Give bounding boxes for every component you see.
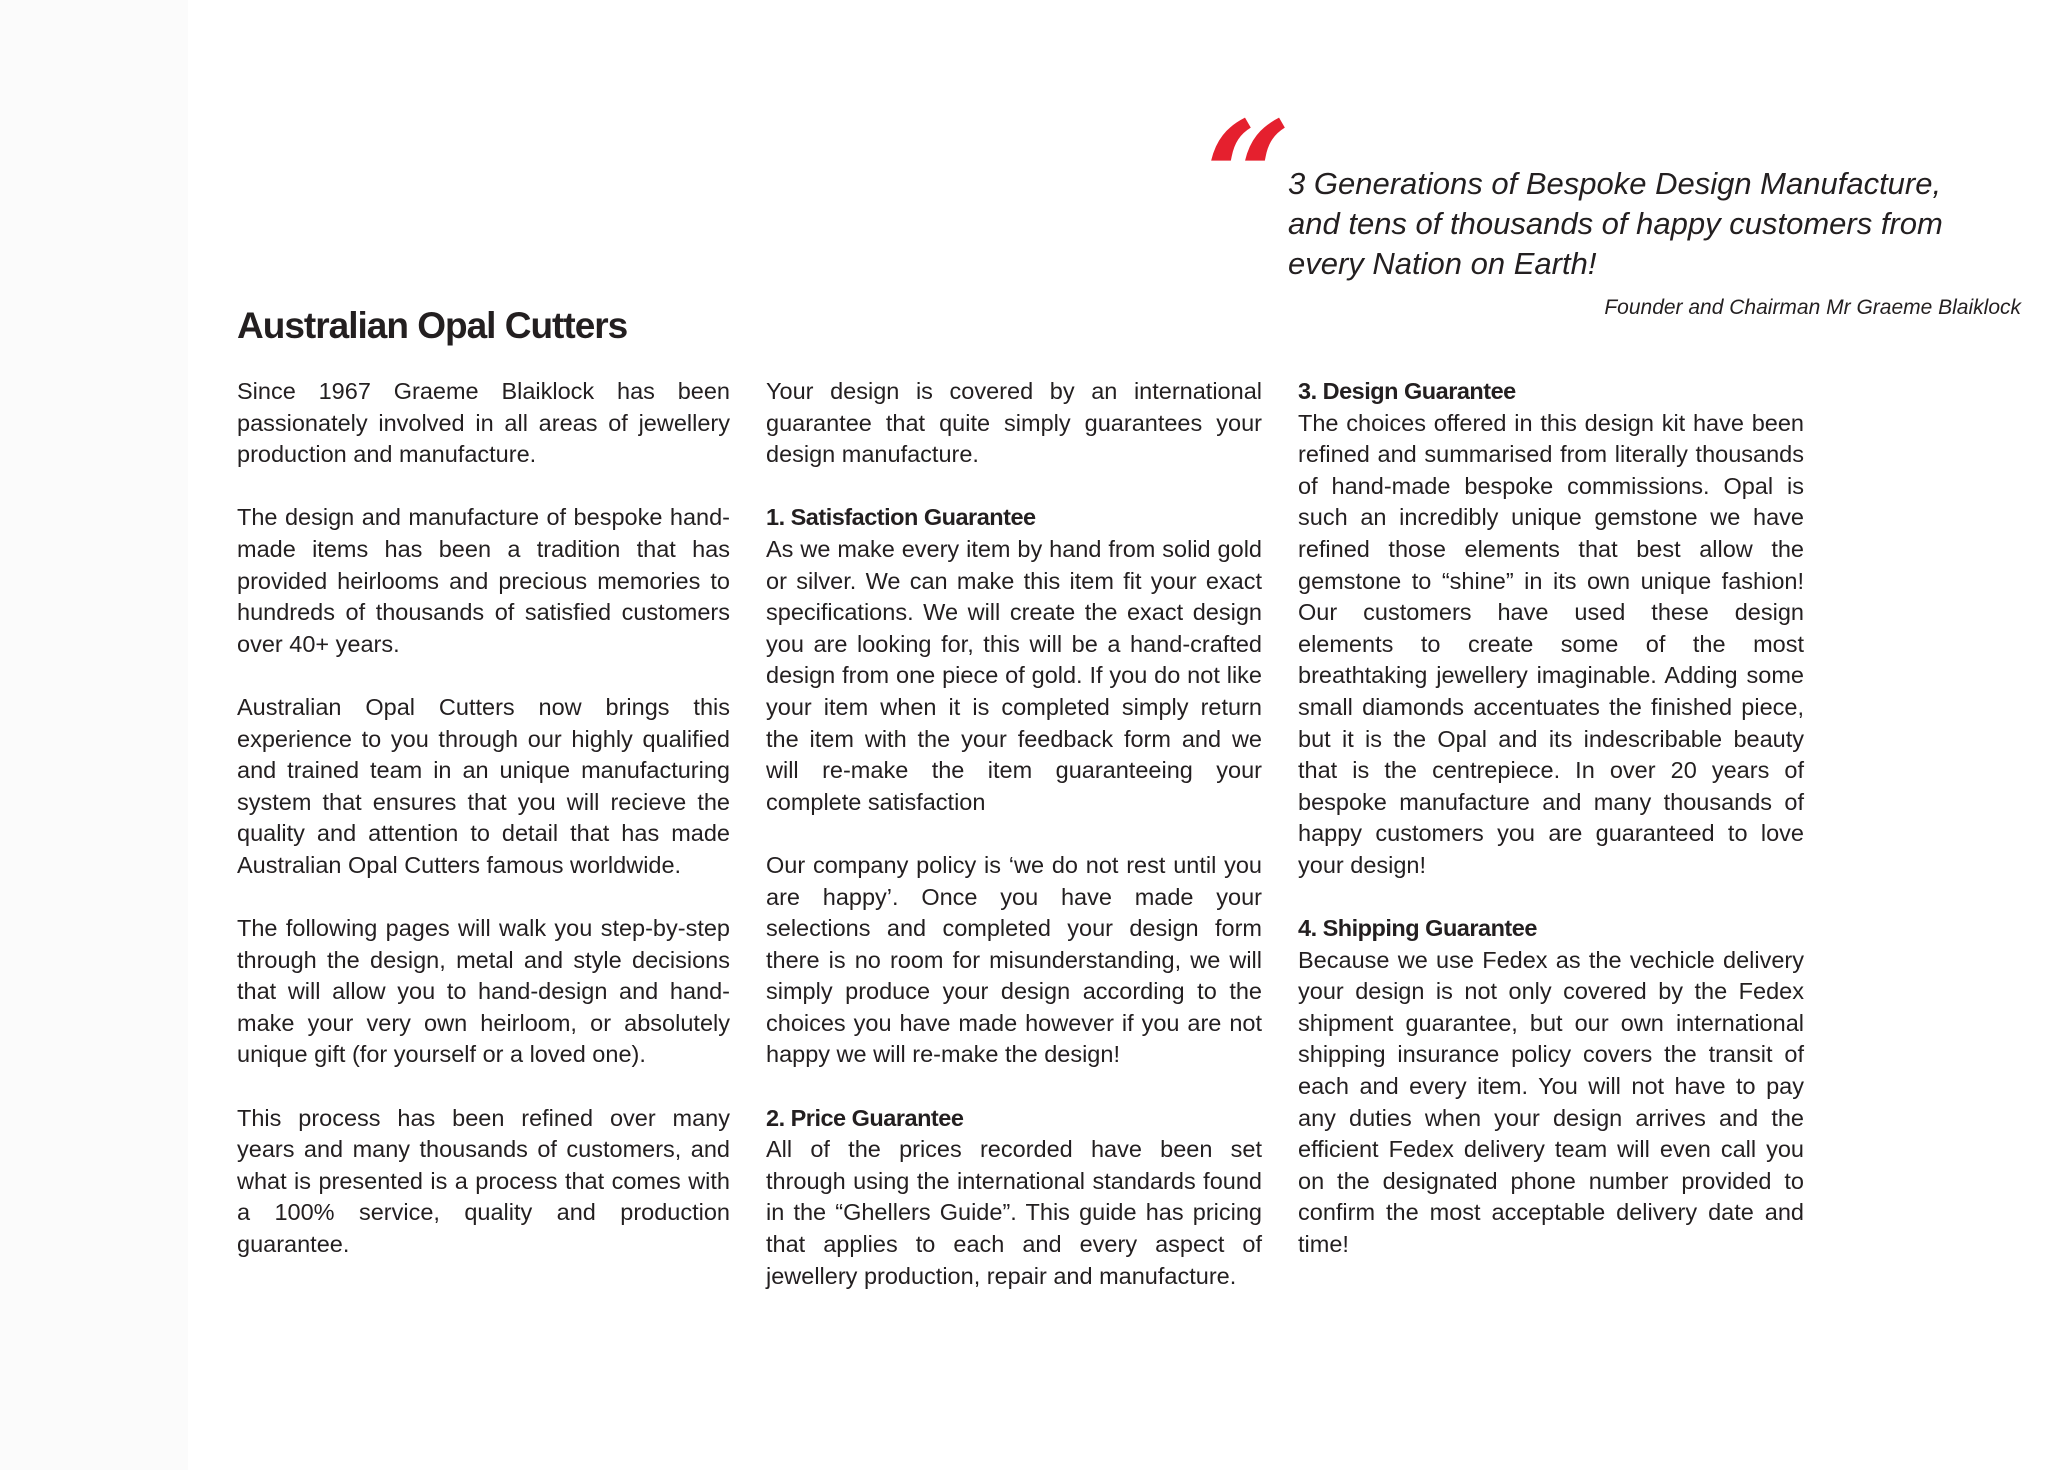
- shipping-guarantee-heading: 4. Shipping Guarantee: [1298, 915, 1537, 942]
- quote-text: 3 Generations of Bespoke Design Manufacture, and tens of thousands of happy customers from every Nation on Earth!: [1288, 166, 1943, 281]
- quote-attribution: Founder and Chairman Mr Graeme Blaiklock: [1604, 296, 2021, 319]
- paragraph: The design and manufacture of bespoke hand-made items has been a tradition that has provided heirlooms and precious memories to hundreds of thousands of satisfied customers over 40+ years.: [237, 504, 730, 657]
- shipping-guarantee-text: Because we use Fedex as the vechicle delivery your design is not only covered by the Fedex shipment guarantee, but our own international shipping insurance policy covers the transit of each and every item. You will not have to pay any duties when your design arrives and the efficient Fedex delivery team will even call you on the designated phone number provided to confirm the most acceptable delivery date and time!: [1298, 946, 1804, 1258]
- founder-quote: [1205, 89, 2025, 330]
- satisfaction-guarantee-heading: 1. Satisfaction Guarantee: [766, 504, 1036, 531]
- company-policy-text: Our company policy is ‘we do not rest until you are happy’. Once you have made your selections and completed your design form there is no room for misunderstanding, we will simply produce your design according to the choices you have made however if you are not happy we will re-make the design!: [766, 851, 1262, 1068]
- price-guarantee-heading: 2. Price Guarantee: [766, 1104, 964, 1131]
- design-guarantee-heading: 3. Design Guarantee: [1298, 378, 1516, 404]
- column-guarantees-3-4: [1298, 376, 1804, 1292]
- paragraph: Australian Opal Cutters now brings this experience to you through our highly qualified and trained team in an unique manufacturing system that ensures that you will recieve the quality and attention to detail that has made Australian Opal Cutters famous worldwide.: [237, 693, 730, 878]
- design-guarantee-text: The choices offered in this design kit have been refined and summarised from literally thousands of hand-made bespoke commissions. Opal is such an incredibly unique gemstone we have refined those elements that best allow the gemstone to “shine” in its own unique fashion! Our customers have used these design elements to create some of the most breathtaking jewellery imaginable. Adding some small diamonds accentuates the finished piece, but it is the Opal and its indescribable beauty that is the centrepiece. In over 20 years of bespoke manufacture and many thousands of happy customers you are guaranteed to love your design!: [1298, 409, 1804, 878]
- paragraph: This process has been refined over many years and many thousands of customers, and what is presented is a process that comes with a 100% service, quality and production guarantee.: [237, 1104, 730, 1258]
- quote-mark-icon: “: [1205, 89, 1292, 265]
- page-title: Australian Opal Cutters: [237, 305, 628, 346]
- guarantee-intro: Your design is covered by an international guarantee that quite simply guarantees your design manufacture.: [766, 378, 1262, 468]
- page-edge-shadow: [0, 0, 188, 1470]
- column-guarantees-1-2: [766, 376, 1262, 1324]
- satisfaction-guarantee-text: As we make every item by hand from solid gold or silver. We can make this item fit your exact specifications. We will create the exact design you are looking for, this will be a hand-crafted design from one piece of gold. If you do not like your item when it is completed simply return the item with the your feedback form and we will re-make the item guaranteeing your complete satisfaction: [766, 535, 1262, 815]
- column-introduction: [237, 376, 730, 1292]
- paragraph: Since 1967 Graeme Blaiklock has been passionately involved in all areas of jewellery production and manufacture.: [237, 378, 730, 468]
- price-guarantee-text: All of the prices recorded have been set through using the international standards found in the “Ghellers Guide”. This guide has pricing that applies to each and every aspect of jewellery production, repair and manufacture.: [766, 1136, 1262, 1289]
- paragraph: The following pages will walk you step-by-step through the design, metal and style decisions that will allow you to hand-design and hand-make your very own heirloom, or absolutely unique gift (for yourself or a loved one).: [237, 915, 730, 1068]
